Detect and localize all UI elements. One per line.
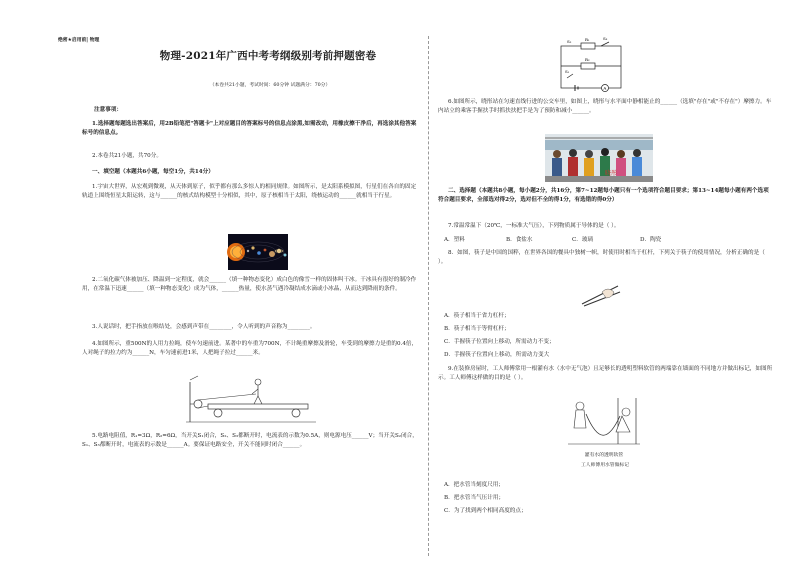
pulley-cart-figure xyxy=(186,374,316,424)
solar-system-image xyxy=(228,234,288,270)
q9-caption-1: 灌有水的透明软管 xyxy=(584,453,624,458)
exam-subtitle: （本卷共21小题，考试时间：60分钟 试题满分：70分） xyxy=(209,83,331,88)
circuit-label-s2: S₂ xyxy=(567,39,572,44)
q7-option-a: A．塑料 xyxy=(444,237,465,243)
circuit-label-a: A xyxy=(603,85,607,91)
chopsticks-figure xyxy=(578,282,622,308)
page-title: 物理-2021年广西中考考纲级别考前押题密卷 xyxy=(159,50,377,62)
q8-option-a: A．筷子相当于省力杠杆； xyxy=(444,313,510,319)
section1-heading: 一、填空题（本题共6小题，每空1分，共14分） xyxy=(92,169,214,175)
question-8: 8．如图，筷子是中国的国粹，在世界各国的餐具中独树一帜，时使用时相当于杠杆，下列关于筷子的使用情况，分析正确的是（ ）。 xyxy=(438,250,765,265)
column-divider xyxy=(428,36,429,556)
q9-option-a: A．把水管当刻度尺用； xyxy=(444,482,504,488)
section2-heading: 二、选择题（本题共8小题，每小题2分，共16分，第7~12题每小题只有一个选项符合题目要求；第13~14题每小题有两个选项符合题目要求，全部选对得2分，选对但不全的得1分，有选错的得0分） xyxy=(438,188,769,203)
question-6: 6.如图所示，晓彤站在匀速直线行进的公交车里，如图上，晓彤与水平面中静相能止的______（选填"存在"或"不存在"）摩擦力。车内站立的乘客手握扶手时抓扶扶把手是为了预防和减小______。 xyxy=(438,99,772,114)
note-item-1: 1.选择题每题选出答案后，用2B铅笔把"答题卡"上对应题目的答案标号的信息点涂黑,如需改动，用橡皮擦干净后，再选涂其他答案标号的信息点。 xyxy=(82,121,417,136)
q8-option-d: D．手握筷子位置向上移动，所需动力变大 xyxy=(444,352,550,358)
bus-passengers-image xyxy=(545,134,653,182)
secret-mark: 绝密★启用前| 物理 xyxy=(58,38,100,43)
water-tube-workers-figure xyxy=(568,398,640,446)
circuit-label-s3: S₃ xyxy=(603,36,608,41)
notes-heading: 注意事项： xyxy=(94,107,122,113)
q8-option-c: C．手握筷子位置向上移动，所需动力不变； xyxy=(444,339,555,345)
circuit-diagram xyxy=(555,38,627,94)
note-item-2: 2.本卷共21小题，共70分。 xyxy=(92,153,162,159)
circuit-label-s1: S₁ xyxy=(565,69,570,74)
q7-option-b: B．食盐水 xyxy=(506,237,533,243)
question-5: 5.电路电阻值，R₁=3Ω，R₂=6Ω，当开关S₁闭合，S₂、S₃都断开时，电流表的示数为0.5A，则电源电压______V；当开关S₂闭合，S₁、S₃都断开时，电流表的示数是______A。要保证电路安全，开关不能同时闭合______。 xyxy=(82,433,418,448)
q9-option-b: B．把水管当气压计用； xyxy=(444,495,505,501)
question-3: 3.人说话时，把手指放在喉结处，会感到声带在________，令人听到的声音称为________。 xyxy=(92,324,316,330)
question-4: 4.如图所示，重500N的人用力拉绳，使车匀速前进。某著中的车重为700N，不计绳重摩擦及滑轮，车受到的摩擦力是重的0.4倍，人对绳子的拉力约为______N，车匀速前进1米，人把绳子拉过______米。 xyxy=(82,341,418,356)
q7-option-c: C．玻璃 xyxy=(572,237,594,243)
circuit-label-r2: R₂ xyxy=(585,57,590,62)
person-label: 晓彤 xyxy=(605,170,618,177)
question-1: 1.宇宙大世界，从宏观到微观，从天体到原子，似乎都有那么多惊人的相同规律。如图所示，是太阳系模拟图，行星们在各自的固定轨道上围绕恒星太阳运转，这与______的核式结构模型十分相似，其中，原子核相当于太阳，绕核运动的______就相当于行星。 xyxy=(82,184,417,199)
question-2: 2.二氧化碳气体被加压、降温到一定程度，就会______（填一种物态变化）成白色的像雪一样的固体叫干冰。干冰具有很好的制冷作用，在常温下迅速______（填一种物态变化）成为气体，______热量，使水蒸气遇冷凝结成水滴或小冰晶，从而达到降雨的条件。 xyxy=(82,277,417,292)
q7-option-d: D．陶瓷 xyxy=(640,237,662,243)
q9-option-c: C．为了找到两个相同高度的点； xyxy=(444,508,527,514)
question-7: 7.常温常温下（20℃，一标准大气压），下列物质属于导体的是（ ）。 xyxy=(448,223,620,229)
circuit-label-r1: R₁ xyxy=(585,37,590,42)
q8-option-b: B．筷子相当于等臂杠杆； xyxy=(444,326,510,332)
q9-caption-2: 工人师傅用水管做标记 xyxy=(581,463,629,468)
question-9: 9.在装修房屋时，工人师傅常用一根灌有水（水中无气泡）且足够长的透明塑料软管的两端靠在墙面的不同地方并做出标记，如图所示。工人师傅这样做的目的是（ ）。 xyxy=(438,366,773,381)
